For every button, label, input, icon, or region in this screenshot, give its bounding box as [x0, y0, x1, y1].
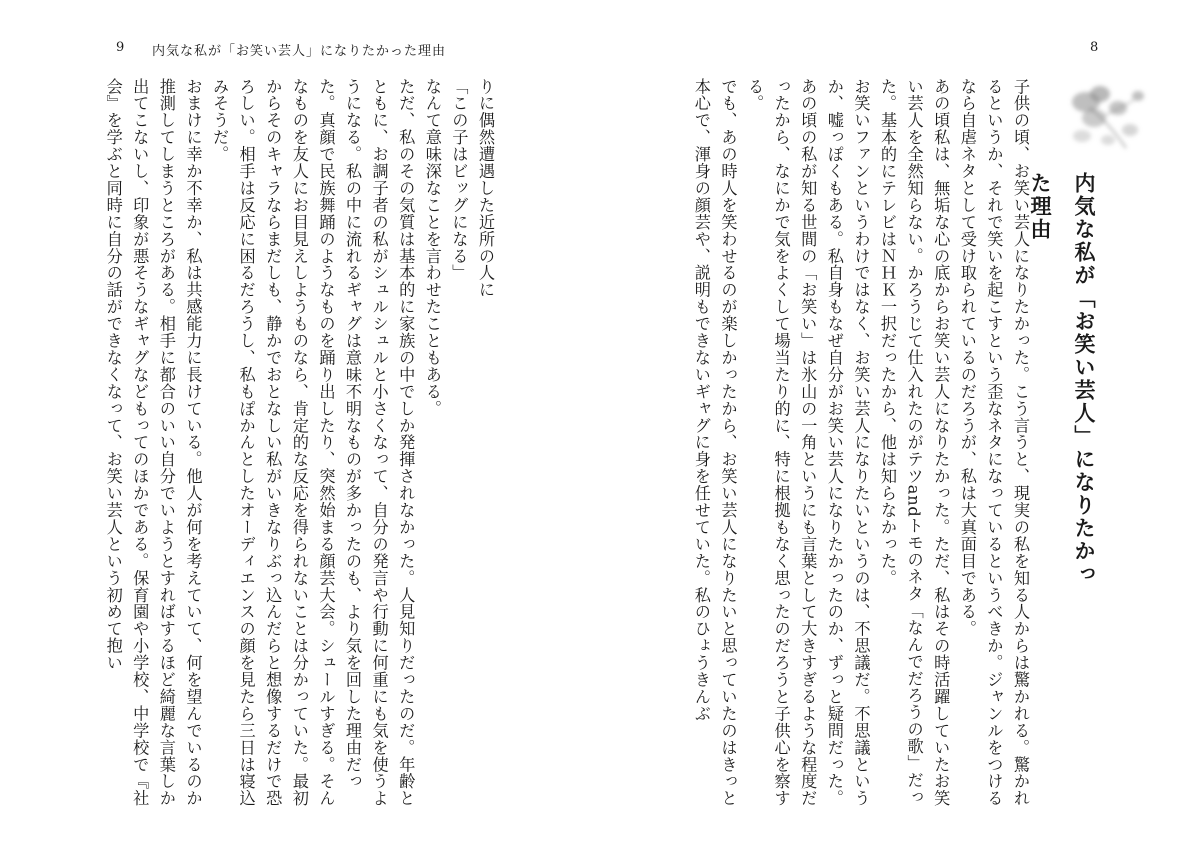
running-head: 内気な私が「お笑い芸人」になりたかった理由	[152, 44, 447, 59]
chapter-title: 内気な私が「お笑い芸人」になりたかった理由	[1028, 172, 1096, 586]
paragraph: あの頃私は、無垢な心の底からお笑い芸人になりたかった。ただ、私はその時活躍していたお笑い芸人を全然知らない。かろうじて仕入れたのがテツandトモのネタ「なんでだろうの歌」だった。基本的にテレビはＮＨＫ一択だったから、他は知らなかった。	[878, 78, 951, 807]
paragraph: なんて意味深なことを言わせたこともある。	[422, 78, 442, 417]
paragraph: ただ、私のその気質は基本的に家族の中でしか発揮されなかった。人見知りだったのだ。年齢とともに、お調子者の私がシュルシュルと小さくなって、自分の発言や行動に何重にも気を使うようになる。私の中に流れるギャグは意味不明なものが多かったのも、より気を回した理由だった。真顔で民族舞踊のようなものを踊り出したり、突然始まる顔芸大会。シュールすぎる。そんなものを友人にお目見えしようものなら、肯定的な反応を得られないことは分かっていた。最初からそのキャラならまだしも、静かでおとなしい私がいきなりぶっ込んだらと想像するだけで恐ろしい。相手は反応に困るだろうし、私もぽかんとしたオーディエンスの顔を見たら三日は寝込みそうだ。	[210, 78, 416, 807]
paragraph: 「この子はビッグになる」	[449, 78, 469, 282]
right-body-text	[658, 78, 1033, 808]
left-page-number: 9	[116, 40, 125, 55]
paragraph: お笑いファンというわけではなく、お笑い芸人になりたいというのは、不思議だ。不思議というか、嘘っぽくもある。私自身もなぜ自分がお笑い芸人になりたかったのか、ずっと疑問だった。あの頃の私が知る世間の「お笑い」は氷山の一角というにも言葉として大きすぎるような程度だったから、なにかで気をよくして場当たり的に、特に根拠もなく思ったのだろうと子供心を察する。	[745, 78, 871, 807]
paragraph: 子供の頃、お笑い芸人になりたかった。こう言うと、現実の私を知る人からは驚かれる。驚かれるというか、それで笑いを起こすという歪なネタになっているというべきか。ジャンルをつけるなら自虐ネタとして受け取られているのだろうが、私は大真面目である。	[957, 78, 1030, 807]
paragraph: りに偶然遭遇した近所の人に	[476, 78, 495, 299]
right-page-number: 8	[1090, 40, 1099, 55]
paragraph: おまけに幸か不幸か、私は共感能力に長けている。他人が何を考えていて、何を望んでいるのか推測してしまうところがある。相手に都合のいい自分でいようとすればするほど綺麗な言葉しか出てこないし、印象が悪そうなギャグなどもってのほかである。保育園や小学校、中学校で『社会』を学ぶと同時に自分の話ができなくなって、お笑い芸人という初めて抱い	[103, 78, 203, 807]
flower-ornament-icon	[1060, 78, 1152, 170]
right-page	[600, 0, 1200, 848]
left-body-text	[90, 78, 498, 808]
paragraph: でも、あの時人を笑わせるのが楽しかったから、お笑い芸人になりたいと思っていたのはきっと本心で、渾身の顔芸や、説明もできないギャグに身を任せていた。私のひょうきんぶ	[691, 78, 738, 807]
